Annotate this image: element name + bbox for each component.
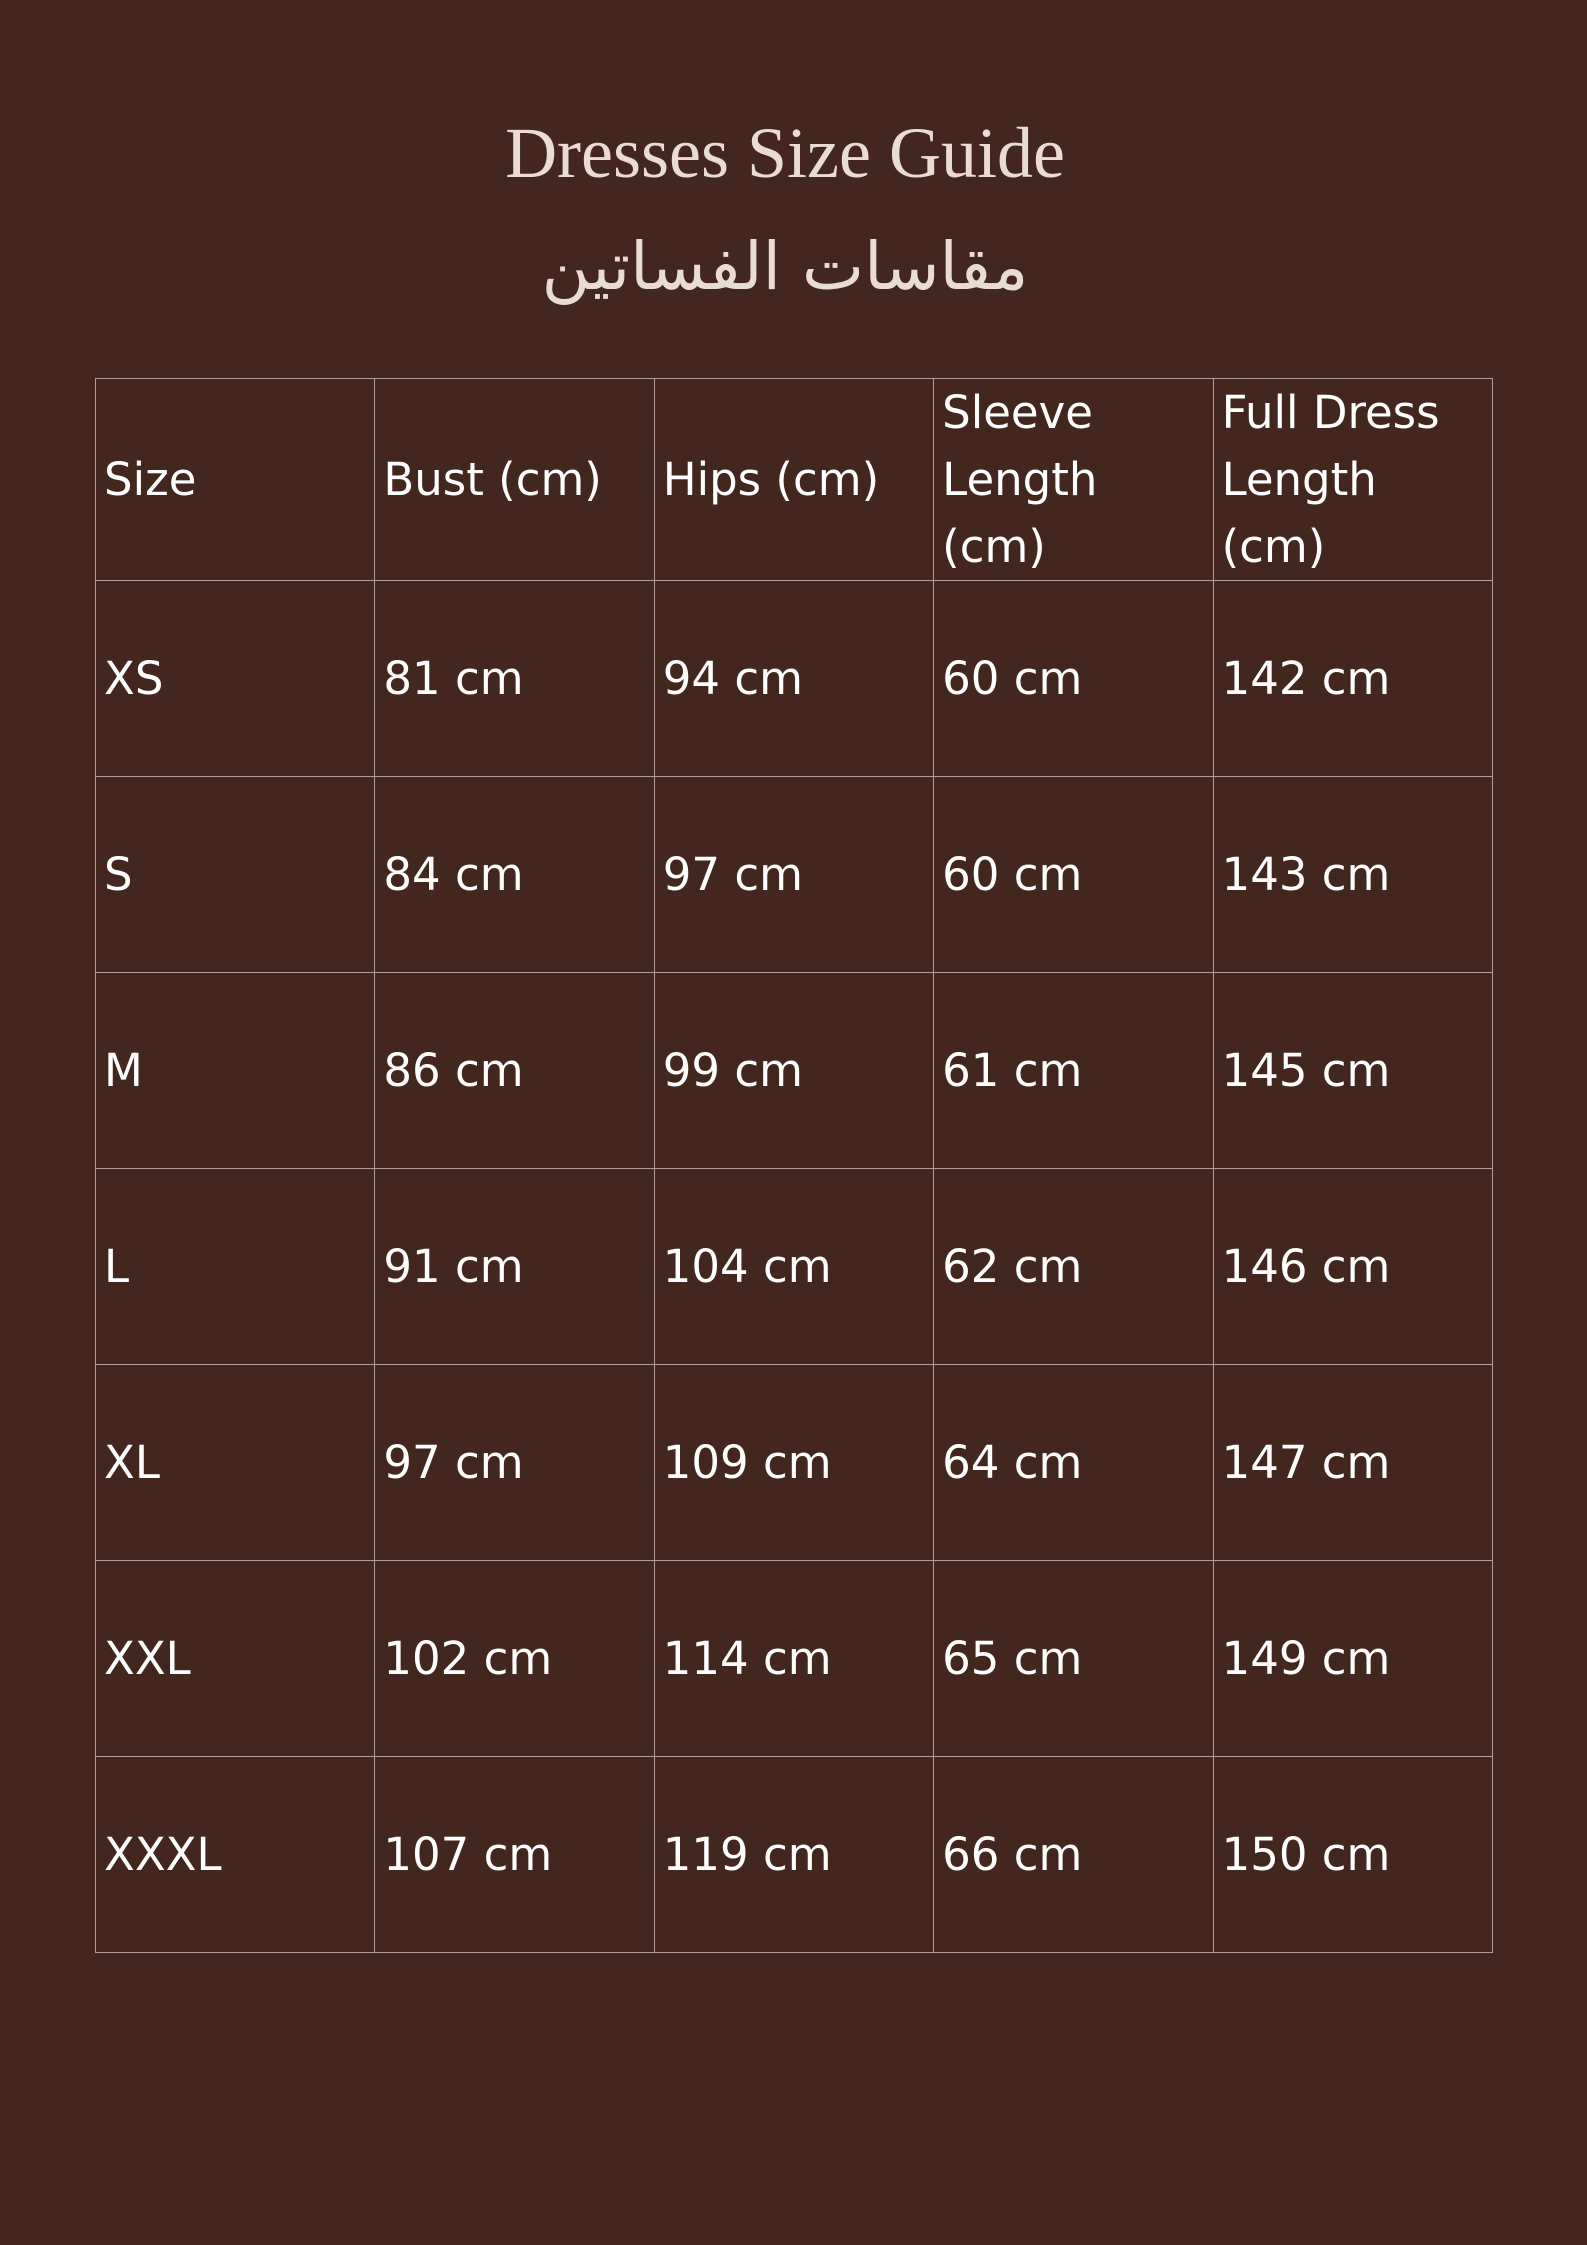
table-row <box>96 777 1493 973</box>
bust-cell: 91 cm <box>375 1169 654 1365</box>
full-dress-length-cell: 149 cm <box>1213 1561 1492 1757</box>
full-dress-length-cell: 146 cm <box>1213 1169 1492 1365</box>
bust-cell: 86 cm <box>375 973 654 1169</box>
sleeve-length-cell: 66 cm <box>934 1757 1213 1953</box>
sleeve-length-cell: 60 cm <box>934 777 1213 973</box>
column-header-label: Sleeve Length (cm) <box>942 386 1098 573</box>
full-dress-length-cell: 145 cm <box>1213 973 1492 1169</box>
sleeve-length-cell: 65 cm <box>934 1561 1213 1757</box>
page-title: Dresses Size Guide <box>505 113 1065 193</box>
sleeve-length-cell: 60 cm <box>934 581 1213 777</box>
sleeve-length-cell: 62 cm <box>934 1169 1213 1365</box>
size-cell: S <box>96 777 375 973</box>
page-title-arabic: مقاسات الفساتين <box>541 228 1029 305</box>
column-header-label: Hips (cm) <box>662 453 880 506</box>
table-header-row <box>96 379 1493 581</box>
column-header-hips <box>654 379 933 581</box>
hips-cell: 114 cm <box>654 1561 933 1757</box>
hips-cell: 109 cm <box>654 1365 933 1561</box>
hips-cell: 99 cm <box>654 973 933 1169</box>
hips-cell: 94 cm <box>654 581 933 777</box>
bust-cell: 102 cm <box>375 1561 654 1757</box>
hips-cell: 97 cm <box>654 777 933 973</box>
sleeve-length-cell: 61 cm <box>934 973 1213 1169</box>
full-dress-length-cell: 150 cm <box>1213 1757 1492 1953</box>
size-cell: XXXL <box>96 1757 375 1953</box>
sleeve-length-cell: 64 cm <box>934 1365 1213 1561</box>
column-header-size <box>96 379 375 581</box>
column-header-label: Full Dress Length (cm) <box>1221 386 1440 573</box>
bust-cell: 97 cm <box>375 1365 654 1561</box>
size-cell: XL <box>96 1365 375 1561</box>
column-header-bust <box>375 379 654 581</box>
hips-cell: 119 cm <box>654 1757 933 1953</box>
size-guide-table <box>95 378 1493 1953</box>
table-row <box>96 1169 1493 1365</box>
table-row <box>96 1561 1493 1757</box>
size-cell: XS <box>96 581 375 777</box>
table-row <box>96 1365 1493 1561</box>
table-row <box>96 1757 1493 1953</box>
full-dress-length-cell: 143 cm <box>1213 777 1492 973</box>
bust-cell: 81 cm <box>375 581 654 777</box>
column-header-sleeve-length <box>934 379 1213 581</box>
bust-cell: 107 cm <box>375 1757 654 1953</box>
size-cell: M <box>96 973 375 1169</box>
table-row <box>96 581 1493 777</box>
column-header-full-dress-length <box>1213 379 1492 581</box>
hips-cell: 104 cm <box>654 1169 933 1365</box>
full-dress-length-cell: 142 cm <box>1213 581 1492 777</box>
column-header-label: Size <box>104 453 197 506</box>
size-cell: L <box>96 1169 375 1365</box>
table-row <box>96 973 1493 1169</box>
bust-cell: 84 cm <box>375 777 654 973</box>
column-header-label: Bust (cm) <box>383 453 602 506</box>
size-cell: XXL <box>96 1561 375 1757</box>
full-dress-length-cell: 147 cm <box>1213 1365 1492 1561</box>
